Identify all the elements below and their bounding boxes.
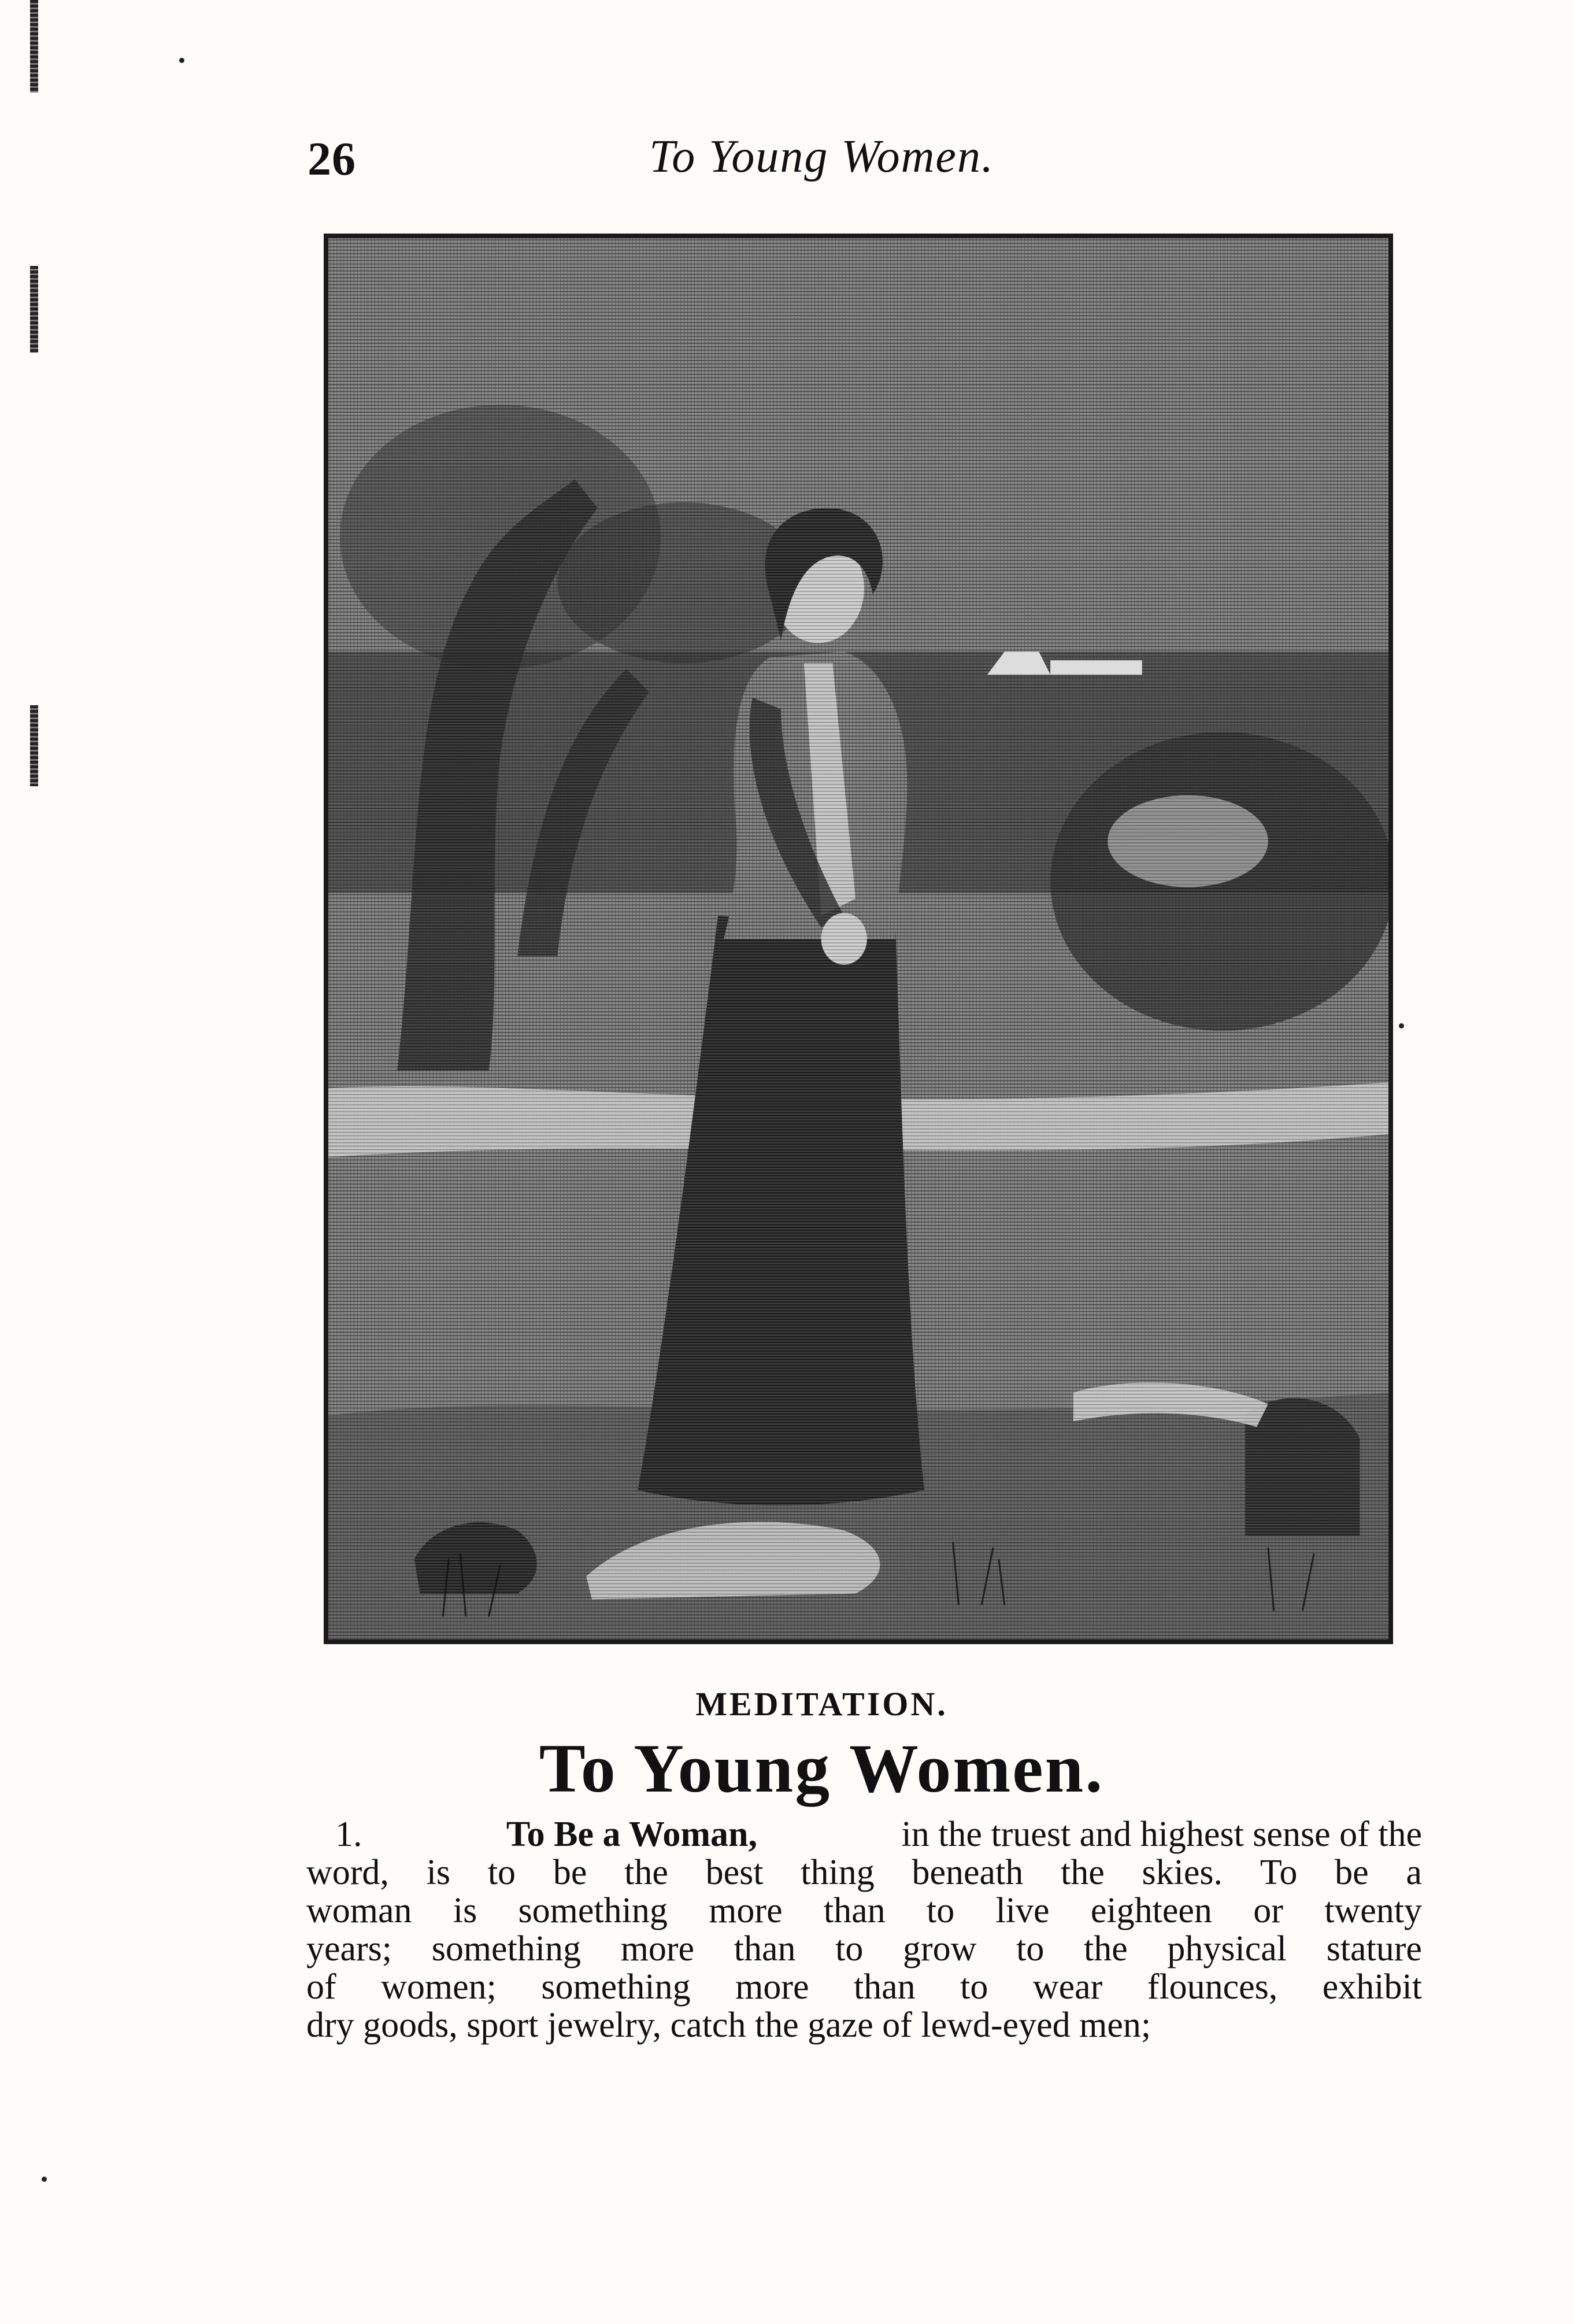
text-line-content: in the truest and highest sense of the (901, 1815, 1422, 1854)
text-line (306, 1815, 1422, 1853)
ink-speck (1399, 1023, 1404, 1028)
illustration-plate (324, 234, 1393, 1644)
text-line: of women; something more than to wear flounces, exhibit (306, 1967, 1422, 2007)
chapter-title: To Young Women. (539, 1730, 1105, 1807)
illustration-caption: MEDITATION. (695, 1685, 948, 1723)
running-head: To Young Women. (649, 131, 994, 182)
paragraph-lead: To Be a Woman, (506, 1815, 758, 1854)
page-number: 26 (308, 132, 356, 185)
text-line: dry goods, sport jewelry, catch the gaze of lewd-eyed men; (306, 2005, 1151, 2045)
text-line: years; something more than to grow to the physical stature (306, 1929, 1422, 1968)
binding-mark (30, 0, 38, 92)
body-paragraph (306, 1815, 1422, 2044)
ink-speck (179, 58, 184, 63)
ink-speck (42, 2177, 47, 2182)
text-line: word, is to be the best thing beneath the skies. To be a (306, 1853, 1422, 1892)
text-line: woman is something more than to live eighteen or twenty (306, 1891, 1422, 1930)
paragraph-number: 1. (335, 1815, 362, 1854)
binding-mark (30, 266, 38, 353)
binding-mark (30, 705, 38, 786)
engraving-woman-meditating (328, 238, 1388, 1640)
